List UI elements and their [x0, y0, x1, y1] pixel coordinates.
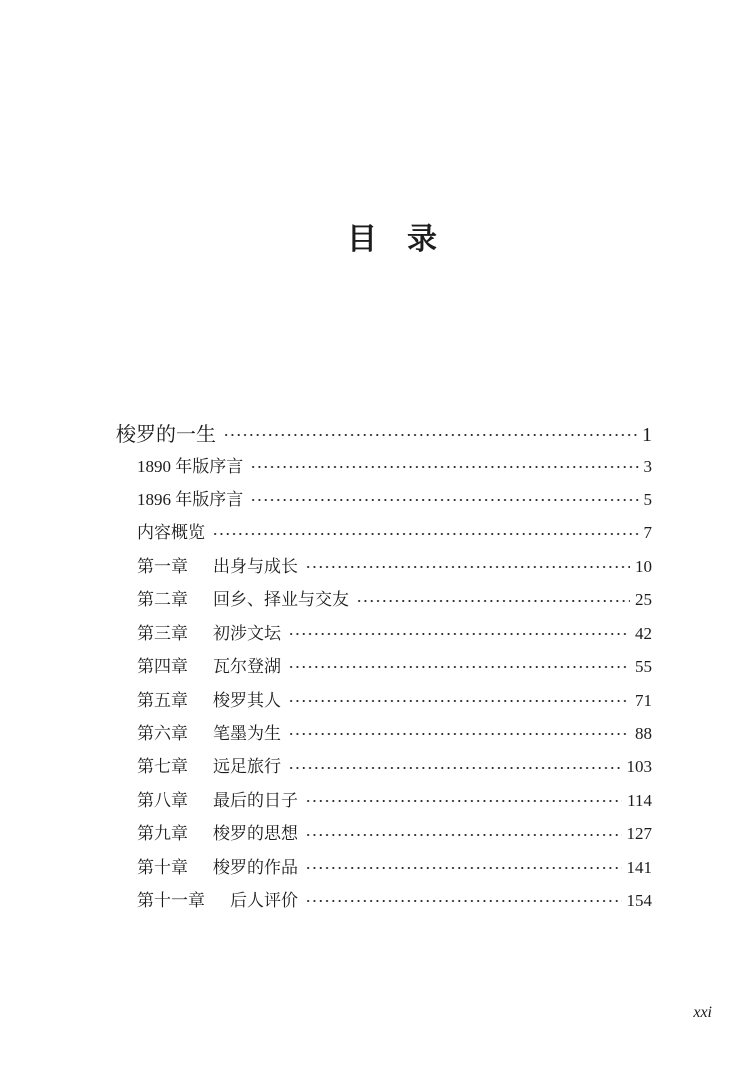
toc-entry-chapter-number: 第二章	[137, 590, 188, 610]
toc-entry-label: 后人评价	[230, 891, 298, 911]
toc-entry-label: 回乡、择业与交友	[213, 590, 349, 610]
toc-entry-chapter-number: 第十一章	[137, 891, 205, 911]
toc-entry	[137, 750, 652, 783]
toc-entry-label: 1896 年版序言	[137, 489, 244, 509]
toc-entry	[137, 516, 652, 549]
dot-leader	[305, 851, 622, 884]
toc-entry	[137, 550, 652, 583]
toc-entry-page-number: 3	[643, 456, 652, 476]
toc-entry-page-number: 25	[635, 590, 652, 610]
toc-entry	[137, 650, 652, 683]
toc-entry-chapter-number: 第一章	[137, 556, 188, 576]
dot-leader	[305, 884, 622, 917]
dot-leader	[212, 516, 639, 549]
toc-entry-chapter-number: 第四章	[137, 657, 188, 677]
dot-leader	[250, 450, 638, 483]
toc-entry-chapter-number: 第七章	[137, 757, 188, 777]
dot-leader	[305, 817, 622, 850]
dot-leader	[250, 483, 638, 516]
toc-entry-label: 初涉文坛	[213, 623, 281, 643]
toc-entry	[137, 884, 652, 917]
toc-entry-chapter-number: 第十章	[137, 857, 188, 877]
dot-leader	[356, 583, 630, 616]
toc-entry-chapter-number: 第三章	[137, 623, 188, 643]
toc-entry-label: 梭罗其人	[213, 690, 281, 710]
table-of-contents	[137, 450, 652, 918]
toc-entry-page-number: 42	[635, 623, 652, 643]
toc-entry	[137, 684, 652, 717]
toc-entry-label: 最后的日子	[213, 790, 298, 810]
toc-entry-page-number: 5	[643, 489, 652, 509]
toc-entry	[137, 583, 652, 616]
toc-entry-chapter-number: 第九章	[137, 824, 188, 844]
dot-leader	[288, 650, 630, 683]
toc-entry-page-number: 114	[627, 790, 652, 810]
dot-leader	[305, 550, 630, 583]
toc-entry	[137, 817, 652, 850]
dot-leader	[288, 617, 630, 650]
dot-leader	[288, 750, 622, 783]
toc-entry-chapter-number: 第六章	[137, 724, 188, 743]
toc-entry-label: 梭罗的一生	[116, 424, 216, 446]
folio-page-number: xxi	[693, 1004, 712, 1021]
toc-entry-label: 瓦尔登湖	[213, 657, 281, 677]
dot-leader	[288, 684, 630, 717]
page-title: 目 录	[347, 223, 437, 256]
toc-entry-chapter-number: 第八章	[137, 790, 188, 810]
toc-entry-page-number: 10	[635, 556, 652, 576]
toc-entry-page-number: 88	[635, 724, 652, 743]
toc-entry-label: 1890 年版序言	[137, 456, 244, 476]
toc-entry-label: 远足旅行	[213, 757, 281, 777]
toc-entry	[137, 851, 652, 884]
toc-entry-page-number: 71	[635, 690, 652, 710]
toc-entry-chapter-number: 第五章	[137, 690, 188, 710]
toc-entry	[137, 617, 652, 650]
dot-leader	[288, 717, 630, 750]
toc-part-entry	[116, 422, 652, 448]
toc-entry-page-number: 7	[643, 523, 652, 543]
toc-entry-label: 梭罗的作品	[213, 857, 298, 877]
dot-leader	[223, 422, 637, 448]
toc-entry-label: 笔墨为生	[213, 724, 281, 743]
toc-entry	[137, 717, 652, 750]
toc-entry-page-number: 1	[642, 424, 652, 446]
dot-leader	[305, 784, 622, 817]
toc-entry	[137, 483, 652, 516]
toc-entry-page-number: 141	[626, 857, 652, 877]
toc-entry-page-number: 55	[635, 657, 652, 677]
toc-entry	[137, 784, 652, 817]
toc-entry-label: 出身与成长	[213, 556, 298, 576]
toc-entry-page-number: 154	[626, 891, 652, 911]
toc-entry-label: 梭罗的思想	[213, 824, 298, 844]
toc-entry-page-number: 103	[626, 757, 652, 777]
toc-entry-label: 内容概览	[137, 523, 205, 543]
toc-entry	[137, 450, 652, 483]
toc-entry-page-number: 127	[626, 824, 652, 844]
